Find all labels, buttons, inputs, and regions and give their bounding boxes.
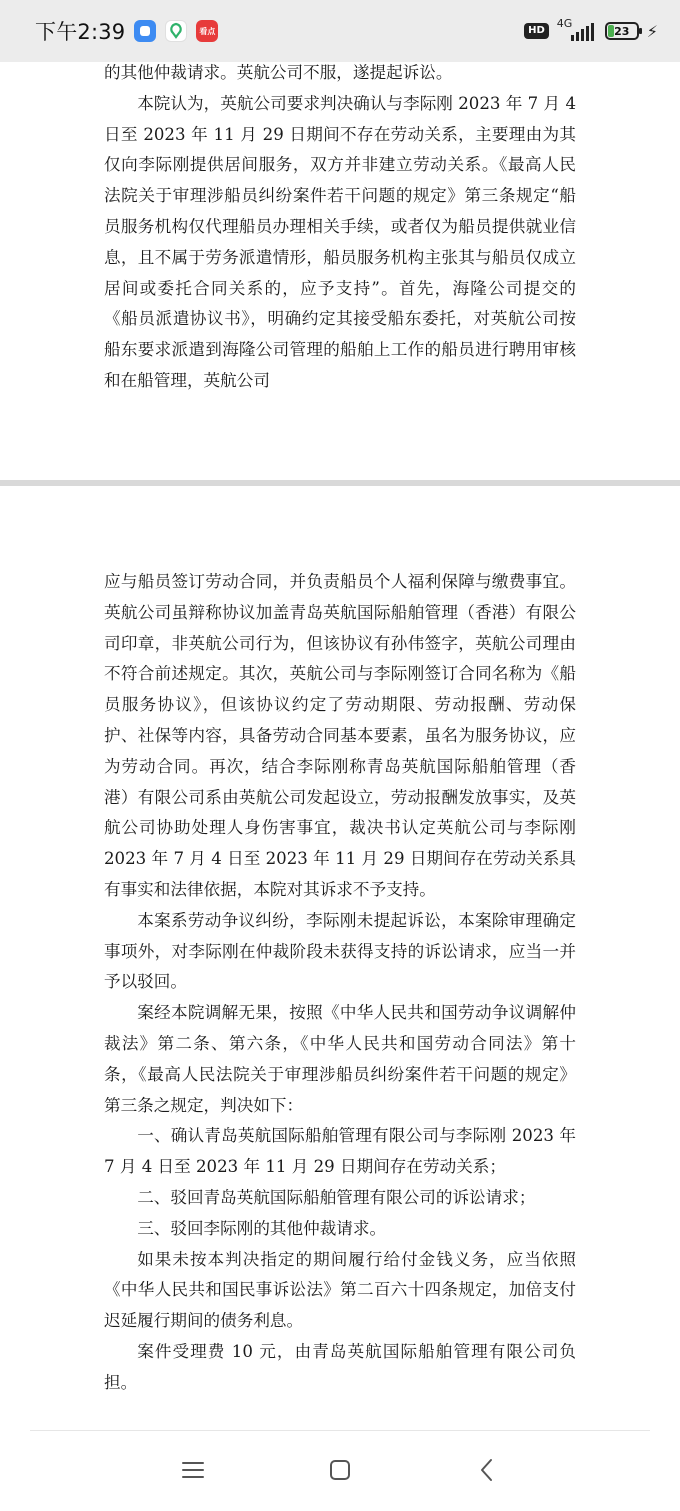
news-app-icon bbox=[196, 20, 218, 42]
network-type-label: 4G bbox=[556, 17, 573, 30]
paragraph: 应与船员签订劳动合同，并负责船员个人福利保障与缴费事宜。英航公司虽辩称协议加盖青岛英航国际船舶管理（香港）有限公司印章，非英航公司行为，但该协议有孙伟签字，英航公司理由不符合前述规定。其次，英航公司与李际刚签订合同名称为《船员服务协议》，但该协议约定了劳动期限、劳动报酬、劳动保护、社保等内容，具备劳动合同基本要素，虽名为服务协议，应为劳动合同。再次，结合李际刚称青岛英航国际船舶管理（香港）有限公司系由英航公司发起设立，劳动报酬发放事实，及英航公司协助处理人身伤害事宜，裁决书认定英航公司与李际刚 2023 年 7 月 4 日至 2023 年 11 月 29 日期间存在劳动关系具有事实和法律依据，本院对其诉求不予支持。 bbox=[104, 572, 576, 899]
paragraph: 的其他仲裁请求。英航公司不服，遂提起诉讼。 bbox=[104, 63, 453, 82]
status-bar bbox=[0, 0, 680, 62]
battery-icon bbox=[605, 22, 639, 40]
paragraph: 三、驳回李际刚的其他仲裁请求。 bbox=[137, 1218, 387, 1238]
navigation-bar bbox=[0, 1440, 680, 1500]
paragraph: 本院认为，英航公司要求判决确认与李际刚 2023 年 7 月 4 日至 2023 年 11 月 29 日期间不存在劳动关系，主要理由为其仅向李际刚提供居间服务，双方并非建立劳动关系。《最高人民法院关于审理涉船员纠纷案件若干问题的规定》第三条规定“船员服务机构仅代理船员办理相关手续，或者仅为船员提供就业信息，且不属于劳务派遣情形，船员服务机构主张其与船员仅成立居间或委托合同关系的，应予支持”。首先，海隆公司提交的《船员派遣协议书》，明确约定其接受船东委托，对英航公司按船东要求派遣到海隆公司管理的船舶上工作的船员进行聘用审核和在船管理，英航公司 bbox=[104, 93, 576, 390]
paragraph: 本案系劳动争议纠纷，李际刚未提起诉讼，本案除审理确定事项外，对李际刚在仲裁阶段未获得支持的诉讼请求，应当一并予以驳回。 bbox=[104, 910, 576, 992]
notification-app-icons bbox=[134, 20, 218, 42]
cellular-signal-icon bbox=[557, 19, 597, 43]
paragraph: 案件受理费 10 元，由青岛英航国际船舶管理有限公司负担。 bbox=[104, 1341, 576, 1392]
home-icon[interactable] bbox=[320, 1450, 360, 1490]
back-icon[interactable] bbox=[467, 1450, 507, 1490]
paragraph: 一、确认青岛英航国际船舶管理有限公司与李际刚 2023 年 7 月 4 日至 2023 年 11 月 29 日期间存在劳动关系； bbox=[104, 1126, 576, 1177]
hd-voice-badge: HD bbox=[524, 23, 549, 39]
green-app-icon bbox=[165, 20, 187, 42]
paragraph: 二、驳回青岛英航国际船舶管理有限公司的诉讼请求； bbox=[137, 1187, 536, 1207]
paragraph: 案经本院调解无果，按照《中华人民共和国劳动争议调解仲裁法》第二条、第六条，《中华人民共和国劳动合同法》第十条，《最高人民法院关于审理涉船员纠纷案件若干问题的规定》第三条之规定，判决如下： bbox=[104, 1003, 576, 1115]
system-indicators bbox=[524, 19, 658, 43]
document-page-bottom bbox=[104, 567, 576, 1399]
document-page-top bbox=[104, 58, 576, 397]
clock: 下午2:39 bbox=[35, 20, 126, 44]
page-divider bbox=[0, 480, 680, 486]
paragraph: 如果未按本判决指定的期间履行给付金钱义务，应当依照《中华人民共和国民事诉讼法》第二百六十四条规定，加倍支付迟延履行期间的债务利息。 bbox=[104, 1249, 576, 1331]
nav-divider bbox=[30, 1430, 650, 1431]
battery-level: 23 bbox=[614, 24, 630, 38]
charging-bolt-icon: ⚡ bbox=[646, 21, 658, 41]
menu-icon[interactable] bbox=[173, 1450, 213, 1490]
news-app-label: 看点 bbox=[199, 26, 216, 36]
chat-app-icon bbox=[134, 20, 156, 42]
